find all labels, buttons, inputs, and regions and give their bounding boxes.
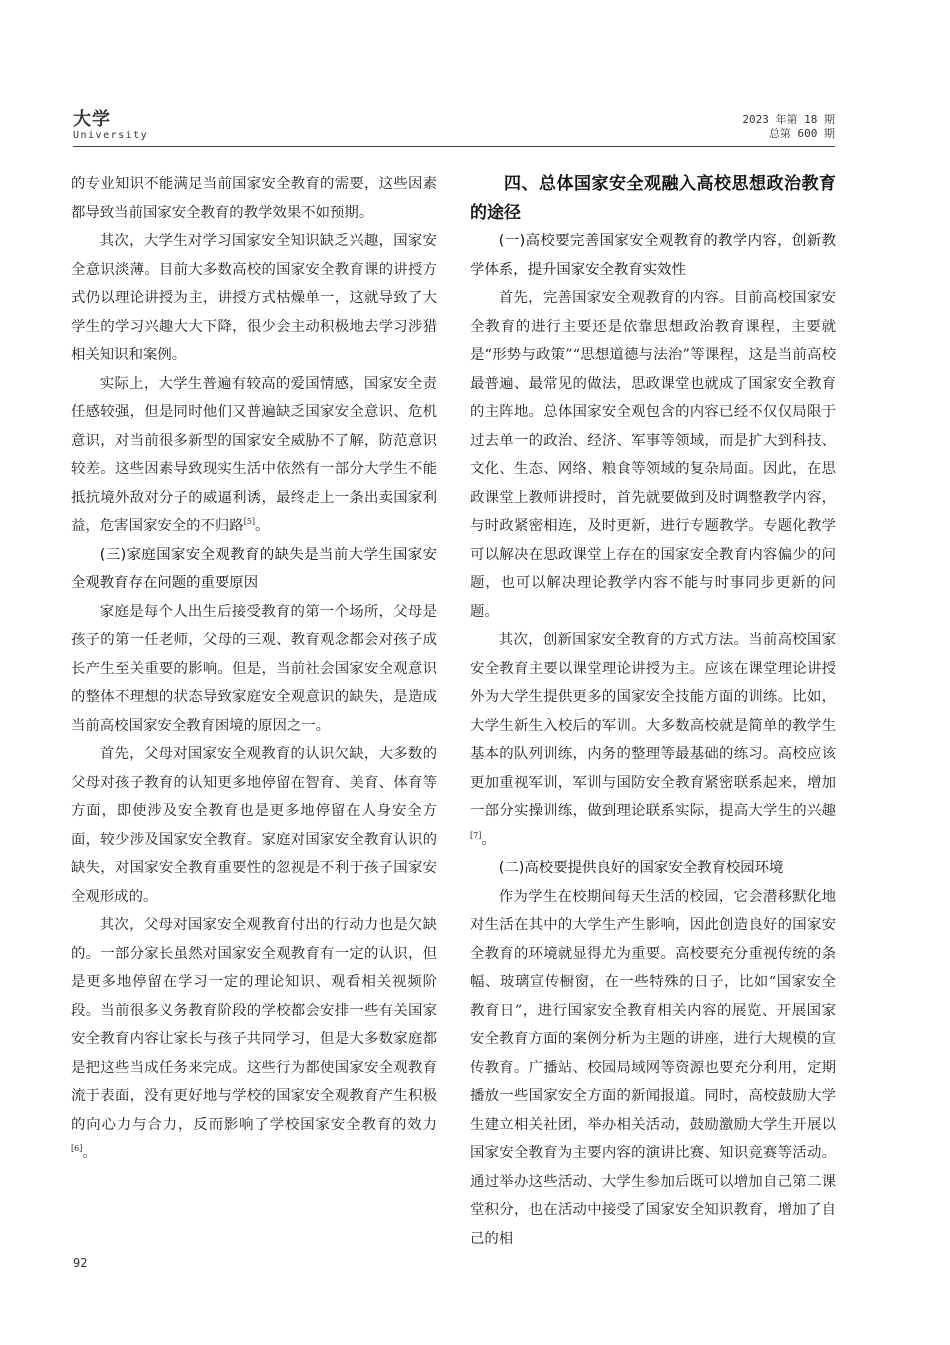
journal-header	[73, 110, 148, 142]
page-number: 92	[73, 1256, 88, 1270]
citation-ref: [5]	[243, 517, 256, 527]
journal-subtitle: University	[73, 130, 149, 141]
paragraph-text: 其次，父母对国家安全观教育付出的行动力也是欠缺的。一部分家长虽然对国家安全观教育有一定的认识，但是更多地停留在学习一定的理论知识、观看相关视频阶段。当前很多义务教育阶段的学校都会安排一些有关国家安全教育内容让家长与孩子共同学习，但是大多数家庭都是把这些当成任务来完成。这些行为都使国家安全观教育流于表面，没有更好地与学校的国家安全观教育产生积极的向心力与合力，反而影响了学校国家安全教育的效力	[71, 917, 437, 1133]
paragraph-text: 实际上，大学生普遍有较高的爱国情感，国家安全责任感较强，但是同时他们又普遍缺乏国家安全意识、危机意识，对当前很多新型的国家安全威胁不了解，防范意识较差。这些因素导致现实生活中依然有一部分大学生不能抵抗境外敌对分子的威逼利诱，最终走上一条出卖国家利益，危害国家安全的不归路	[71, 375, 437, 534]
journal-name: 大学	[73, 109, 111, 130]
paragraph: 其次，大学生对学习国家安全知识缺乏兴趣，国家安全意识淡薄。目前大多数高校的国家安全教育课的讲授方式仍以理论讲授为主，讲授方式枯燥单一，这就导致了大学生的学习兴趣大大下降，很少会主动积极地去学习涉猎相关知识和案例。	[71, 233, 437, 363]
right-column	[470, 170, 836, 1253]
paragraph-end: 。	[481, 831, 496, 848]
left-column	[71, 170, 437, 1168]
paragraph: 的专业知识不能满足当前国家安全教育的需要，这些因素都导致当前国家安全教育的教学效果不如预期。	[71, 176, 437, 221]
issue-number: 2023 年第 18 期	[742, 113, 835, 126]
paragraph-end: 。	[82, 1145, 97, 1161]
paragraph-end: 。	[255, 518, 270, 534]
section-heading: (三)家庭国家安全观教育的缺失是当前大学生国家安全观教育存在问题的重要原因	[71, 546, 437, 591]
header-divider	[73, 146, 835, 147]
paragraph-text: 其次，创新国家安全教育的方式方法。当前高校国家安全教育主要以课堂理论讲授为主。应该在课堂理论讲授外为大学生提供更多的国家安全技能方面的训练。比如，大学生新生入校后的军训。大多数高校就是简单的教学生基本的队列训练，内务的整理等最基础的练习。高校应该更加重视军训，军训与国防安全教育紧密联系起来，增加一部分实操训练，做到理论联系实际，提高大学生的兴趣	[470, 632, 836, 819]
issue-info	[742, 113, 835, 141]
chapter-heading: 四、总体国家安全观融入高校思想政治教育的途径	[470, 174, 836, 223]
section-heading: (二)高校要提供良好的国家安全教育校园环境	[498, 860, 784, 876]
paragraph: 首先，完善国家安全观教育的内容。目前高校国家安全教育的进行主要还是依靠思想政治教育课程，主要就是“形势与政策”“思想道德与法治”等课程，这是当前高校最普遍、最常见的做法，思政课堂也就成了国家安全教育的主阵地。总体国家安全观包含的内容已经不仅仅局限于过去单一的政治、经济、军事等领域，而是扩大到科技、文化、生态、网络、粮食等领域的复杂局面。因此，在思政课堂上教师讲授时，首先就要做到及时调整教学内容，与时政紧密相连，及时更新，进行专题教学。专题化教学可以解决在思政课堂上存在的国家安全教育内容偏少的问题，也可以解决理论教学内容不能与时事同步更新的问题。	[470, 290, 836, 620]
paragraph	[71, 370, 437, 541]
paragraph	[470, 626, 836, 854]
citation-ref: [7]	[470, 830, 482, 840]
paragraph	[71, 911, 437, 1168]
paragraph: 首先，父母对国家安全观教育的认识欠缺，大多数的父母对孩子教育的认知更多地停留在智育、美育、体育等方面，即使涉及安全教育也是更多地停留在人身安全方面，较少涉及国家安全教育。家庭对国家安全教育认识的缺失，对国家安全教育重要性的忽视是不利于孩子国家安全观形成的。	[71, 746, 437, 905]
paragraph: 作为学生在校期间每天生活的校园，它会潜移默化地对生活在其中的大学生产生影响，因此创造良好的国家安全教育的环境就显得尤为重要。高校要充分重视传统的条幅、玻璃宣传橱窗，在一些特殊的日子，比如“国家安全教育日”，进行国家安全教育相关内容的展览、开展国家安全教育方面的案例分析为主题的讲座，进行大规模的宣传教育。广播站、校园局域网等资源也要充分利用，定期播放一些国家安全方面的新闻报道。同时，高校鼓励大学生建立相关社团，举办相关活动，鼓励激励大学生开展以国家安全教育为主要内容的演讲比赛、知识竞赛等活动。通过举办这些活动、大学生参加后既可以增加自己第二课堂积分，也在活动中接受了国家安全知识教育，增加了自己的相	[470, 888, 836, 1247]
paragraph: 家庭是每个人出生后接受教育的第一个场所，父母是孩子的第一任老师，父母的三观、教育观念都会对孩子成长产生至关重要的影响。但是，当前社会国家安全观意识的整体不理想的状态导致家庭安全观意识的缺失，是造成当前高校国家安全教育困境的原因之一。	[71, 603, 437, 734]
total-issue-number: 总第 600 期	[768, 127, 835, 140]
section-heading: (一)高校要完善国家安全观教育的教学内容，创新教学体系，提升国家安全教育实效性	[470, 233, 836, 278]
citation-ref: [6]	[71, 1144, 83, 1154]
